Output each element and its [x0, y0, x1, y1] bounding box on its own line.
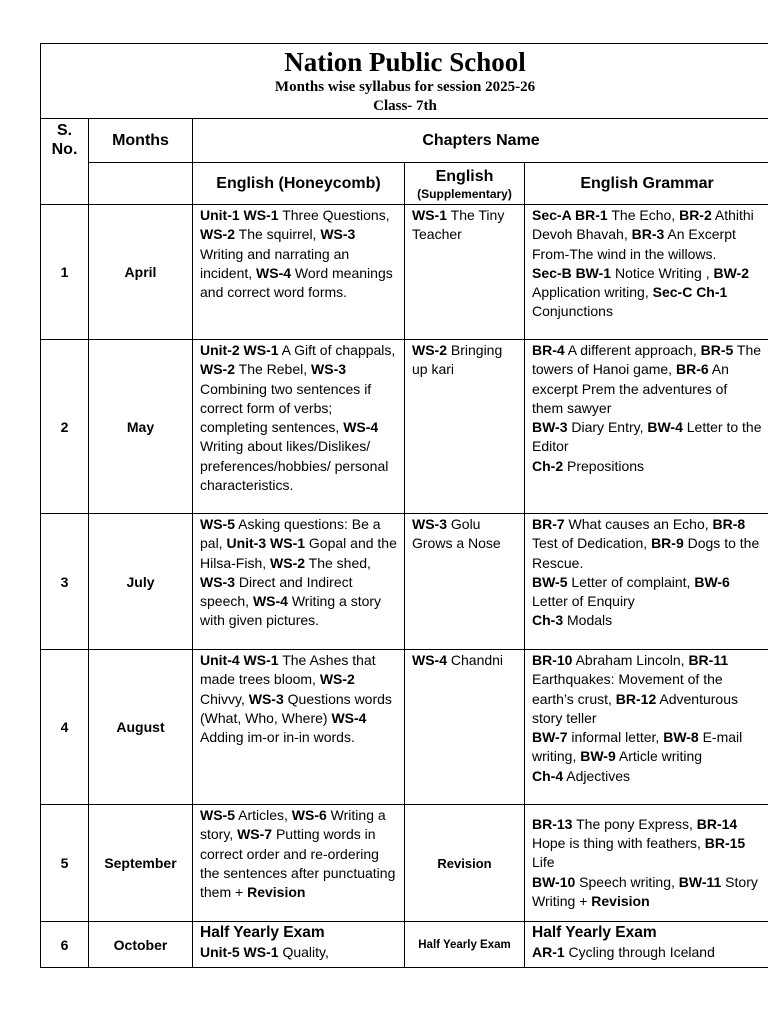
exam-label: Half Yearly Exam	[532, 924, 657, 941]
supplementary-content: WS-3 Golu Grows a Nose	[405, 514, 525, 650]
column-header-row	[41, 119, 768, 163]
honeycomb-content: WS-5 Asking questions: Be a pal, Unit-3 WS-1 Gopal and the Hilsa-Fish, WS-2 The shed, WS-3 Direct and Indirect speech, WS-4 Writing a story with given pictures.	[193, 514, 405, 650]
honeycomb-content: WS-5 Articles, WS-6 Writing a story, WS-7 Putting words in correct order and re-ordering the sentences after punctuating them + Revision	[193, 805, 405, 922]
supplementary-header	[405, 163, 525, 205]
title-row	[41, 44, 768, 119]
supplementary-header-main: English	[435, 167, 494, 185]
month-name: October	[89, 922, 193, 968]
supplementary-content: Half Yearly Exam	[405, 922, 525, 968]
grammar-content: BR-10 Abraham Lincoln, BR-11 Earthquakes: Movement of the earth’s crust, BR-12 Adventurous story teller BW-7 informal letter, BW-8 E-mail writing, BW-9 Article writing Ch-4 Adjectives	[525, 650, 768, 805]
serial-number: 5	[41, 805, 89, 922]
months-header: Months	[89, 119, 193, 163]
honeycomb-header: English (Honeycomb)	[193, 163, 405, 205]
honeycomb-content: Unit-2 WS-1 A Gift of chappals, WS-2 The Rebel, WS-3 Combining two sentences if correct form of verbs; completing sentences, WS-4 Writing about likes/Dislikes/ preferences/hobbies/ personal characteristics.	[193, 340, 405, 514]
syllabus-row	[41, 514, 768, 650]
serial-number: 4	[41, 650, 89, 805]
serial-number: 2	[41, 340, 89, 514]
syllabus-row	[41, 805, 768, 922]
honeycomb-content: Unit-1 WS-1 Three Questions, WS-2 The squirrel, WS-3 Writing and narrating an incident, WS-4 Word meanings and correct word forms.	[193, 205, 405, 340]
syllabus-table	[40, 43, 768, 968]
syllabus-row	[41, 922, 768, 968]
grammar-content: BR-4 A different approach, BR-5 The towers of Hanoi game, BR-6 An excerpt Prem the adventures of them sawyer BW-3 Diary Entry, BW-4 Letter to the Editor Ch-2 Prepositions	[525, 340, 768, 514]
grammar-content	[525, 922, 768, 968]
month-name: August	[89, 650, 193, 805]
syllabus-row	[41, 205, 768, 340]
supplementary-header-sub: (Supplementary)	[417, 186, 512, 201]
month-name: April	[89, 205, 193, 340]
grammar-content: BR-13 The pony Express, BR-14 Hope is thing with feathers, BR-15 Life BW-10 Speech writing, BW-11 Story Writing + Revision	[525, 805, 768, 922]
supplementary-content: WS-1 The Tiny Teacher	[405, 205, 525, 340]
syllabus-row	[41, 340, 768, 514]
grammar-content: BR-7 What causes an Echo, BR-8 Test of Dedication, BR-9 Dogs to the Rescue. BW-5 Letter of complaint, BW-6 Letter of Enquiry Ch-3 Modals	[525, 514, 768, 650]
subject-header-row	[41, 163, 768, 205]
month-name: May	[89, 340, 193, 514]
honeycomb-content: Unit-4 WS-1 The Ashes that made trees bloom, WS-2 Chivvy, WS-3 Questions words (What, Who, Where) WS-4 Adding im-or in-in words.	[193, 650, 405, 805]
chapters-header: Chapters Name	[193, 119, 768, 163]
honeycomb-content	[193, 922, 405, 968]
serial-number: 1	[41, 205, 89, 340]
blank-header-cell	[89, 163, 193, 205]
supplementary-content: WS-2 Bringing up kari	[405, 340, 525, 514]
month-name: September	[89, 805, 193, 922]
serial-number: 6	[41, 922, 89, 968]
school-name: Nation Public School	[284, 47, 526, 77]
supplementary-content: Revision	[405, 805, 525, 922]
title-block	[41, 44, 768, 119]
supplementary-content: WS-4 Chandni	[405, 650, 525, 805]
sno-header: S. No.	[41, 119, 89, 205]
exam-label: Half Yearly Exam	[200, 924, 325, 941]
grammar-text: AR-1 Cycling through Iceland	[532, 944, 715, 960]
syllabus-row	[41, 650, 768, 805]
session-subtitle: Months wise syllabus for session 2025-26	[274, 79, 536, 95]
grammar-header: English Grammar	[525, 163, 768, 205]
grammar-content: Sec-A BR-1 The Echo, BR-2 Athithi Devoh Bhavah, BR-3 An Excerpt From-The wind in the willows. Sec-B BW-1 Notice Writing , BW-2 Application writing, Sec-C Ch-1 Conjunctions	[525, 205, 768, 340]
month-name: July	[89, 514, 193, 650]
class-label: Class- 7th	[373, 98, 437, 114]
serial-number: 3	[41, 514, 89, 650]
honeycomb-text: Unit-5 WS-1 Quality,	[200, 944, 329, 960]
